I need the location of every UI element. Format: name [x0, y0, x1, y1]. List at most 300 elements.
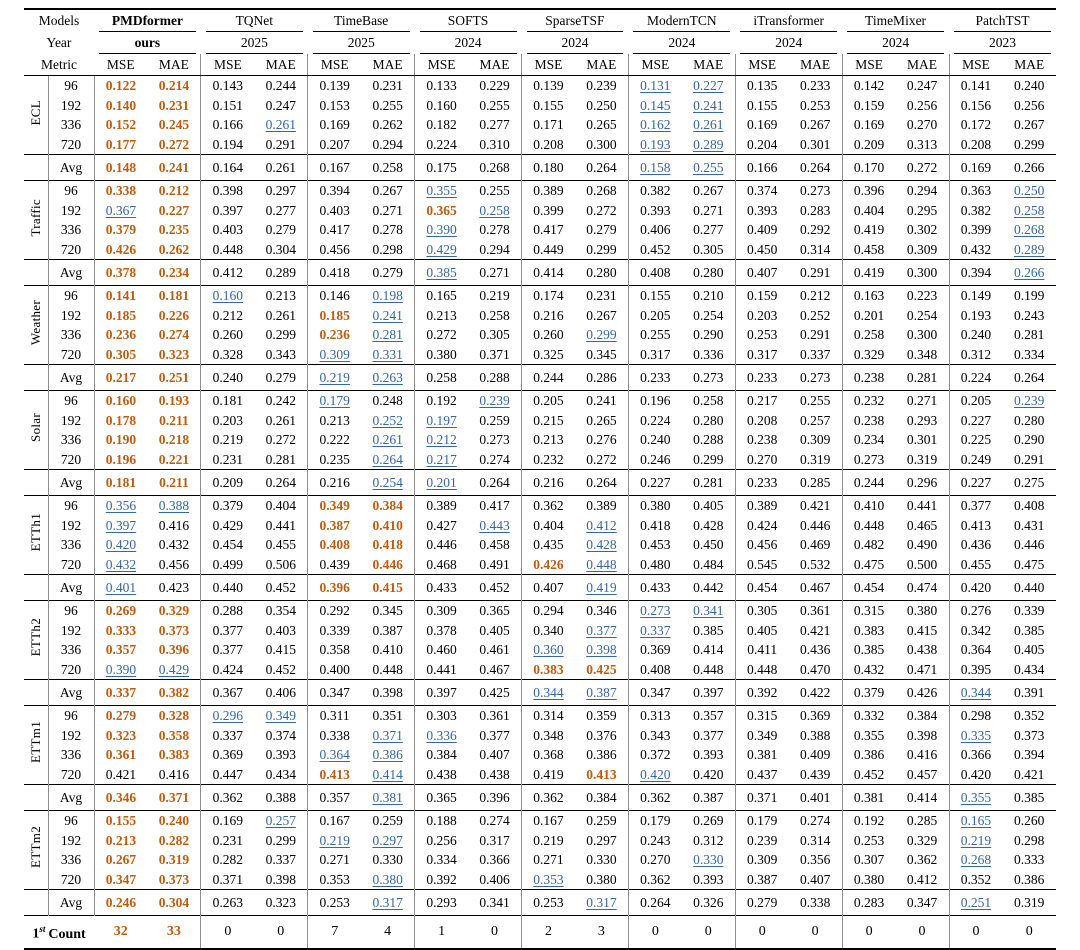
metric-value-text: 0.264: [586, 475, 617, 490]
horizon-label: 720: [48, 870, 94, 890]
metric-value-text: 0.233: [799, 78, 831, 93]
metric-value: [735, 535, 788, 555]
metric-value: [735, 96, 788, 116]
metric-value: [522, 306, 575, 326]
model-year-cell: [522, 32, 629, 54]
metric-value-text: 0.328: [212, 346, 244, 362]
metric-value: [522, 890, 575, 916]
metric-value: [735, 365, 788, 391]
model-name-underline: [847, 10, 944, 32]
metric-value: [735, 411, 788, 431]
metric-value-text: 0.155: [640, 288, 671, 303]
horizon-label: 192: [48, 621, 94, 641]
metric-value: [94, 785, 147, 811]
metric-value: [575, 890, 628, 916]
metric-value-text: 0.255: [799, 393, 831, 408]
metric-value-text: 0.362: [640, 871, 671, 887]
metric-value: [949, 601, 1002, 621]
metric-value-text: 0.263: [372, 370, 403, 385]
metric-value: [682, 726, 735, 746]
mae-header: MAE: [682, 54, 735, 76]
metric-value-text: 0.294: [372, 136, 403, 152]
metric-value: [308, 470, 361, 496]
metric-value-text: 0.397: [105, 517, 137, 533]
metric-value: [628, 890, 681, 916]
metric-value: [361, 555, 414, 575]
metric-value-text: 0.456: [158, 556, 190, 572]
metric-value-text: 0.441: [426, 661, 457, 677]
metric-value: [896, 115, 949, 135]
metric-value: [308, 345, 361, 365]
metric-value: [415, 680, 468, 706]
metric-value: [415, 430, 468, 450]
metric-value: [201, 601, 254, 621]
horizon-label: 96: [48, 706, 94, 726]
metric-value-text: 0.341: [479, 895, 510, 910]
metric-value: [842, 470, 895, 496]
metric-value: [789, 286, 842, 306]
metric-value-text: 0.410: [853, 498, 885, 513]
metric-value-text: 0.264: [479, 475, 510, 490]
metric-value-text: 0.309: [319, 346, 350, 362]
metric-value-text: 0.247: [906, 78, 938, 93]
metric-value: [201, 450, 254, 470]
metric-value-text: 0.309: [906, 241, 938, 257]
metric-value-text: 0.255: [372, 97, 403, 113]
metric-value: [682, 391, 735, 411]
metric-value-text: 0.153: [319, 97, 350, 113]
metric-value: [254, 345, 307, 365]
metric-value-text: 0.280: [693, 265, 724, 280]
metric-value: [842, 201, 895, 221]
metric-value: [789, 765, 842, 785]
metric-value-text: 0: [704, 924, 712, 940]
metric-value: [949, 516, 1002, 536]
metric-value-text: 0.272: [265, 432, 296, 447]
metric-value: [201, 745, 254, 765]
metric-value-text: 0.213: [426, 307, 457, 323]
metric-value: [254, 181, 307, 201]
metric-value: [361, 450, 414, 470]
metric-value-text: 0.355: [960, 790, 992, 805]
metric-value: [415, 706, 468, 726]
metric-value-text: 0.283: [799, 202, 831, 218]
metric-value: [361, 890, 414, 916]
metric-value-text: 0.203: [212, 412, 244, 428]
metric-value-text: 0.298: [1014, 832, 1045, 848]
mse-header: MSE: [415, 54, 468, 76]
metric-value-text: 0.314: [799, 241, 831, 257]
dataset-label-spacer: [24, 155, 48, 181]
metric-value-text: 0.239: [1014, 393, 1045, 408]
metric-value: [575, 850, 628, 870]
metric-value-text: 0.323: [105, 727, 137, 743]
metric-value-text: 0.288: [212, 603, 244, 618]
metric-value-text: 0.240: [960, 327, 992, 342]
metric-value: [1002, 555, 1056, 575]
metric-value-text: 0.345: [372, 603, 403, 618]
metric-value: [1002, 430, 1056, 450]
metric-value-text: 0.366: [960, 747, 992, 762]
horizon-label: 192: [48, 516, 94, 536]
first-count-label: [24, 916, 94, 949]
metric-value-text: 0.222: [319, 432, 350, 447]
metric-value: [415, 621, 468, 641]
metric-value-text: 0.393: [640, 202, 671, 218]
mae-header: MAE: [575, 54, 628, 76]
metric-value: [1002, 391, 1056, 411]
metric-value-text: 0.385: [853, 642, 885, 657]
metric-value-text: 0.178: [105, 412, 137, 428]
metric-value-text: 0.131: [640, 78, 671, 93]
metric-value: [94, 745, 147, 765]
metric-value-text: 0.371: [479, 346, 510, 362]
dataset-label: ECL: [28, 99, 43, 125]
metric-value: [789, 601, 842, 621]
metric-value: [308, 96, 361, 116]
metric-value: [254, 496, 307, 516]
metric-value-text: 0.231: [158, 97, 190, 113]
metric-value-text: 0.278: [372, 222, 403, 237]
metric-value-text: 0.278: [479, 222, 510, 237]
metric-value-text: 0.325: [533, 346, 564, 362]
metric-value-text: 0.238: [853, 412, 885, 428]
model-name-underline: [527, 10, 624, 32]
metric-value: [789, 831, 842, 851]
metric-value-text: 0.249: [960, 451, 992, 467]
metric-value-text: 0.398: [265, 871, 296, 887]
metric-value: [735, 345, 788, 365]
metric-value-text: 0.393: [747, 202, 778, 218]
metric-value-text: 0.319: [799, 451, 831, 467]
metric-value: [308, 181, 361, 201]
metric-value: [308, 745, 361, 765]
metric-value: [522, 201, 575, 221]
metric-value-text: 0.349: [747, 727, 778, 743]
metric-value-text: 0.179: [747, 813, 778, 828]
metric-value: [201, 240, 254, 260]
metric-value-text: 0.277: [693, 222, 724, 237]
metric-value-text: 0.413: [319, 766, 350, 782]
metric-value-text: 0.295: [906, 202, 938, 218]
metric-value-text: 0.294: [906, 183, 938, 198]
metric-value: [575, 345, 628, 365]
table-footer: [24, 916, 1056, 949]
metric-value: [468, 640, 521, 660]
metric-value: [1002, 811, 1056, 831]
metric-value: [415, 76, 468, 96]
metric-value-text: 0.166: [212, 117, 244, 132]
metric-value: [735, 706, 788, 726]
metric-value: [1002, 785, 1056, 811]
metric-value-text: 0.276: [586, 432, 617, 447]
metric-value: [522, 870, 575, 890]
metric-value-text: 0.532: [799, 556, 831, 572]
metric-value-text: 0.456: [319, 241, 350, 257]
metric-value-text: 0.343: [265, 346, 296, 362]
metric-value-text: 0.196: [640, 393, 671, 408]
metric-value-text: 0.371: [212, 871, 244, 887]
metric-value: [896, 850, 949, 870]
metric-value: [147, 450, 200, 470]
metric-value-text: 0.258: [479, 307, 510, 323]
metric-value: [735, 785, 788, 811]
metric-value: [468, 135, 521, 155]
metric-value-text: 0.301: [799, 136, 831, 152]
horizon-label: 336: [48, 115, 94, 135]
metric-value: [896, 76, 949, 96]
metric-value-text: 0.251: [158, 370, 190, 385]
metric-value-text: 0.216: [533, 307, 564, 323]
horizon-label: 192: [48, 411, 94, 431]
metric-value: [1002, 640, 1056, 660]
metric-value-text: 0.388: [265, 790, 296, 805]
metric-value-text: 0.219: [960, 832, 992, 848]
metric-value-text: 0.185: [105, 307, 137, 323]
metric-value-text: 0.419: [533, 766, 564, 782]
model-year-row: [24, 32, 1056, 54]
metric-value-text: 0.302: [906, 222, 938, 237]
metric-value: [254, 621, 307, 641]
model-year-cell: [415, 32, 522, 54]
metric-value: [361, 115, 414, 135]
metric-value-text: 0.377: [586, 622, 617, 638]
metric-value: [201, 555, 254, 575]
mse-header: MSE: [522, 54, 575, 76]
metric-value: [735, 575, 788, 601]
metric-value-text: 0.262: [372, 117, 403, 132]
metric-value-text: 0.293: [426, 895, 457, 910]
metric-value-text: 0.405: [747, 622, 778, 638]
metric-value-text: 0.429: [158, 661, 190, 677]
metric-value-text: 0.374: [747, 183, 778, 198]
metric-value-text: 0.344: [960, 685, 992, 700]
metric-value-text: 0.243: [1014, 307, 1045, 323]
data-row: [24, 811, 1056, 831]
mse-header: MSE: [201, 54, 254, 76]
metric-value: [735, 155, 788, 181]
metric-value-text: 0.398: [372, 685, 403, 700]
model-name-underline: [633, 10, 730, 32]
avg-label: Avg: [48, 785, 94, 811]
metric-value-text: 0.450: [693, 537, 724, 552]
metric-value-text: 0.467: [799, 580, 831, 595]
metric-value: [789, 430, 842, 450]
metric-value: [415, 575, 468, 601]
horizon-label: 96: [48, 391, 94, 411]
metric-value: [147, 621, 200, 641]
metric-value: [308, 391, 361, 411]
metric-value: [254, 306, 307, 326]
metric-value: [308, 575, 361, 601]
metric-value: [201, 220, 254, 240]
metric-value: [94, 575, 147, 601]
metric-value: [361, 621, 414, 641]
metric-value-text: 0.233: [747, 370, 778, 385]
metric-value: [94, 831, 147, 851]
metric-value: [147, 535, 200, 555]
metric-value-text: 0.364: [960, 642, 992, 657]
metric-value: [789, 850, 842, 870]
data-row: [24, 745, 1056, 765]
table-body: [24, 76, 1056, 916]
metric-value-text: 0.277: [265, 202, 296, 218]
metric-value: [949, 745, 1002, 765]
metric-value-text: 0.344: [533, 685, 564, 700]
metric-value: [361, 496, 414, 516]
metric-value-text: 0.351: [372, 708, 403, 723]
metric-value: [254, 76, 307, 96]
metric-value-text: 0.457: [906, 766, 938, 782]
metric-value-text: 0.281: [906, 370, 938, 385]
metric-value-text: 0.409: [799, 747, 831, 762]
metric-value: [1002, 726, 1056, 746]
metric-value-text: 0.384: [372, 498, 403, 513]
model-name: ModernTCN: [646, 13, 717, 28]
metric-value: [628, 201, 681, 221]
metric-value: [415, 765, 468, 785]
metric-value-text: 0.311: [319, 708, 350, 723]
metric-value: [575, 286, 628, 306]
horizon-label: 720: [48, 135, 94, 155]
metric-value-text: 0.216: [533, 475, 564, 490]
metric-value-text: 0.279: [265, 370, 296, 385]
metric-value-text: 0.448: [586, 556, 617, 572]
metric-value: [896, 470, 949, 496]
metric-value-text: 0.338: [105, 183, 137, 198]
metric-value: [628, 621, 681, 641]
metric-value: [1002, 450, 1056, 470]
metric-value: [254, 660, 307, 680]
metric-value-text: 0.255: [693, 160, 724, 175]
metric-value: [682, 325, 735, 345]
metric-value-text: 0.317: [747, 346, 778, 362]
metric-value-text: 0.261: [265, 307, 296, 323]
metric-value: [949, 260, 1002, 286]
metric-value: [842, 660, 895, 680]
mae-header: MAE: [468, 54, 521, 76]
metric-value-text: 0.271: [479, 265, 510, 280]
metric-value-text: 0.410: [372, 517, 403, 533]
metric-value: [308, 260, 361, 286]
metric-value: [94, 765, 147, 785]
metric-value-text: 0.268: [479, 160, 510, 175]
metric-value: [949, 535, 1002, 555]
metric-value: [361, 660, 414, 680]
metric-value: [896, 601, 949, 621]
metric-value-text: 0.260: [212, 327, 244, 342]
metric-value: [1002, 220, 1056, 240]
metric-value: [468, 621, 521, 641]
metric-value-text: 0.155: [105, 813, 137, 828]
metric-value-text: 0: [224, 924, 232, 940]
metric-value: [949, 76, 1002, 96]
metric-value: [575, 516, 628, 536]
metric-value-text: 0.396: [479, 790, 510, 805]
metric-value-text: 0.323: [265, 895, 296, 910]
metric-value: [94, 76, 147, 96]
metric-value-text: 0.243: [640, 832, 671, 848]
metric-value-text: 0.169: [747, 117, 778, 132]
metric-value-text: 0.408: [1014, 498, 1045, 513]
metric-value-text: 0.258: [693, 393, 724, 408]
metric-value-text: 0.209: [212, 475, 244, 490]
metric-value: [1002, 706, 1056, 726]
metric-value: [468, 306, 521, 326]
metric-value-text: 0.382: [960, 202, 992, 218]
metric-value: [522, 450, 575, 470]
metric-value: [575, 450, 628, 470]
metric-value: [308, 496, 361, 516]
metric-value: [415, 135, 468, 155]
horizon-label: 96: [48, 286, 94, 306]
metric-value: [147, 306, 200, 326]
metric-value: [1002, 745, 1056, 765]
metric-value: [147, 850, 200, 870]
metric-value: [1002, 535, 1056, 555]
metric-value: [735, 135, 788, 155]
metric-value-text: 0.362: [640, 790, 671, 805]
metric-value: [415, 286, 468, 306]
metric-value-text: 0.285: [906, 813, 938, 828]
metric-value-text: 0.247: [265, 97, 296, 113]
metric-value-text: 0.273: [853, 451, 885, 467]
metric-value-text: 0.362: [533, 790, 564, 805]
metric-value: [949, 785, 1002, 811]
metric-value-text: 0.261: [265, 160, 296, 175]
metric-value: [575, 575, 628, 601]
metric-value: [949, 286, 1002, 306]
metric-value: [896, 680, 949, 706]
metric-value-text: 0.149: [960, 288, 992, 303]
metric-value: [94, 391, 147, 411]
metric-value: [468, 201, 521, 221]
metric-value: [147, 870, 200, 890]
metric-value-text: 0.454: [853, 580, 885, 595]
metric-value: [682, 96, 735, 116]
metric-value-text: 0.205: [533, 393, 564, 408]
metric-value: [949, 660, 1002, 680]
metric-value: [201, 916, 254, 949]
metric-value-text: 0.399: [960, 222, 992, 237]
dataset-label-cell: [24, 811, 48, 890]
metric-value-text: 0.190: [105, 432, 137, 447]
metric-value: [789, 621, 842, 641]
metric-value: [949, 621, 1002, 641]
metric-value: [842, 240, 895, 260]
metric-value-text: 0.172: [960, 117, 992, 132]
metric-value: [628, 726, 681, 746]
metric-value: [842, 680, 895, 706]
metric-value: [147, 916, 200, 949]
model-header-cell: [949, 9, 1056, 32]
first-count-number: 1: [32, 926, 40, 942]
metric-value: [628, 916, 681, 949]
data-row: [24, 516, 1056, 536]
metric-value: [842, 555, 895, 575]
metric-value-text: 0.362: [533, 498, 564, 513]
model-year-underline: [99, 32, 196, 54]
metric-value-text: 0.360: [533, 642, 564, 657]
metric-value: [522, 535, 575, 555]
model-year: 2025: [347, 35, 375, 50]
metric-value-text: 0.452: [479, 580, 510, 595]
metric-value-text: 0.235: [319, 451, 350, 467]
metric-value-text: 0.264: [372, 451, 403, 467]
metric-value-text: 0.239: [586, 78, 617, 93]
metric-value-text: 0.275: [1014, 475, 1045, 490]
metric-value-text: 0.239: [479, 393, 510, 408]
